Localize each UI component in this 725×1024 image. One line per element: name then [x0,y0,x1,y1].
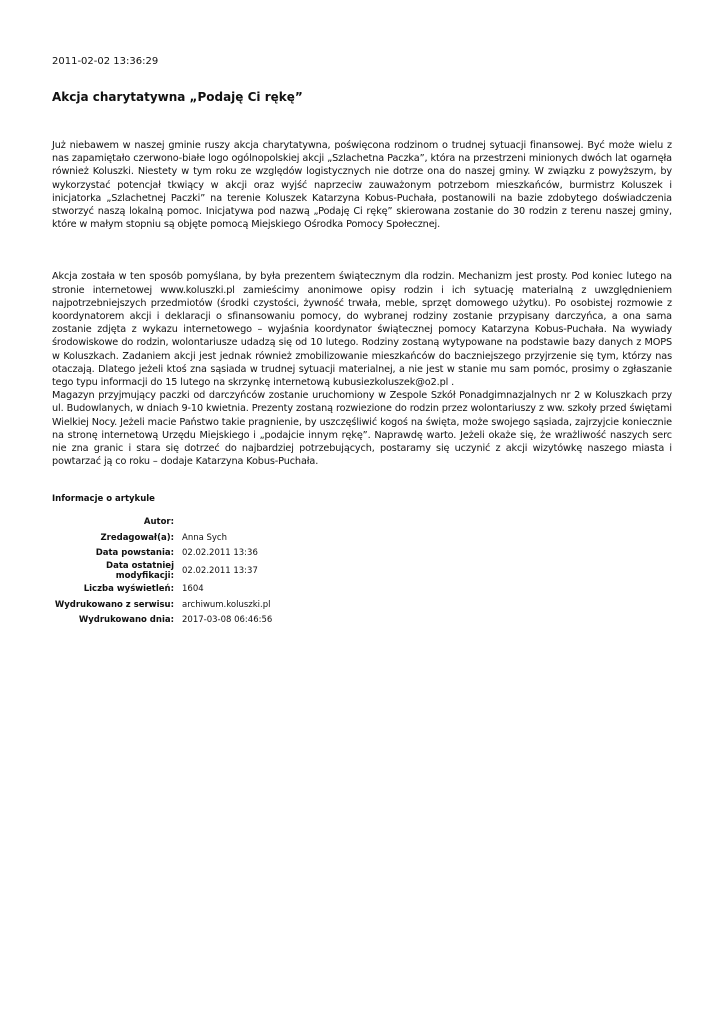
info-value: archiwum.koluszki.pl [182,599,271,610]
article-paragraph: Już niebawem w naszej gminie ruszy akcja charytatywna, poświęcona rodzinom o trudnej sytuacji finansowej. Być może wielu z nas zapamiętało czerwono-białe logo ogólnopolskiej akcji „Szlachetna Paczka”, która na przestrzeni minionych dwóch lat ogarnęła również Koluszki. Niestety w tym roku ze względów logistycznych nie dotrze ona do naszej gminy. W związku z powyższym, by wykorzystać potencjał tkwiący w akcji oraz wyjść naprzeciw zauważonym potrzebom mieszkańców, burmistrz Koluszek i inicjatorka „Szlachetnej Paczki” na terenie Koluszek Katarzyna Kobus-Puchała, postanowili na bazie zdobytego doświadczenia stworzyć naszą lokalną pomoc. Inicjatywa pod nazwą „Podaję Ci rękę” skierowana zostanie do 30 rodzin z terenu naszej gminy, które w małym stopniu są objęte pomocą Miejskiego Ośrodka Pomocy Społecznej. [52,140,672,231]
article-paragraph: Akcja została w ten sposób pomyślana, by była prezentem świątecznym dla rodzin. Mechanizm jest prosty. Pod koniec lutego na stronie internetowej www.koluszki.pl zamieścimy anonimowe opisy rodzin i ich sytuację materialną z uwzględnieniem najpotrzebniejszych przedmiotów (środki czystości, żywność trwała, meble, sprzęt domowego użytku). Po osobistej rozmowie z koordynatorem akcji i deklaracji o sfinansowaniu pomocy, do wybranej rodziny zostanie przypisany darczyńca, a ona sama zostanie zdjęta z wykazu internetowego – wyjaśnia koordynator świątecznej pomocy Katarzyna Kobus-Puchała. Na wywiady środowiskowe do rodzin, wolontariusze udadzą się od 10 lutego. Rodziny zostaną wytypowane na podstawie bazy danych z MOPS w Koluszkach. Zadaniem akcji jest jednak również zmobilizowanie mieszkańców do baczniejszego przyjrzenie się tym, którzy nas otaczają. Dlatego jeżeli ktoś zna sąsiada w trudnej sytuacji materialnej, a nie jest w stanie mu sam pomóc, prosimy o zgłaszanie tego typu informacji do 15 lutego na skrzynkę internetową kubusiezkoluszek@o2.pl . [52,271,672,389]
info-label: Data ostatniej modyfikacji: [106,561,174,582]
info-label: Liczba wyświetleń: [83,583,174,594]
info-row-printed-from [52,597,272,613]
info-label: Zredagował(a): [100,532,174,543]
article-paragraph: Magazyn przyjmujący paczki od darczyńców zostanie uruchomiony w Zespole Szkół Ponadgimnazjalnych nr 2 w Koluszkach przy ul. Budowlanych, w dniach 9-10 kwietnia. Prezenty zostaną rozwiezione do rodzin przez wolontariuszy z ww. szkoły przed świętami Wielkiej Nocy. Jeżeli macie Państwo takie pragnienie, by uszczęśliwić kogoś na święta, może swojego sąsiada, zajrzyjcie koniecznie na stronę internetową Urzędu Miejskiego i „podajcie innym rękę”. Naprawdę warto. Jeżeli okaże się, że wrażliwość naszych serc nie zna granic i stara się dotrzeć do najbardziej potrzebujących, postaramy się uczynić z akcji wizytówkę naszego miasta i powtarzać ją co roku – dodaje Katarzyna Kobus-Puchała. [52,390,672,468]
info-value: Anna Sych [182,532,227,543]
info-row-created [52,545,272,561]
info-value: 02.02.2011 13:36 [182,548,258,559]
article-info-heading: Informacje o artykule [52,494,155,504]
info-label: Autor: [143,516,174,527]
article-info-section [52,494,272,628]
article-title: Akcja charytatywna „Podaję Ci rękę” [52,90,303,104]
info-value: 02.02.2011 13:37 [182,566,258,577]
info-row-author [52,514,272,530]
article-body [52,139,672,468]
info-row-views [52,581,272,597]
info-label: Wydrukowano dnia: [78,615,174,626]
article-info-table [52,514,272,628]
info-value [182,514,272,530]
print-timestamp: 2011-02-02 13:36:29 [52,56,159,67]
info-label: Wydrukowano z serwisu: [54,599,174,610]
info-value: 1604 [182,583,204,594]
info-value: 2017-03-08 06:46:56 [182,615,273,626]
info-row-modified [52,561,272,581]
info-row-editor [52,530,272,546]
info-label: Data powstania: [95,548,174,559]
info-row-printed-on [52,612,272,628]
